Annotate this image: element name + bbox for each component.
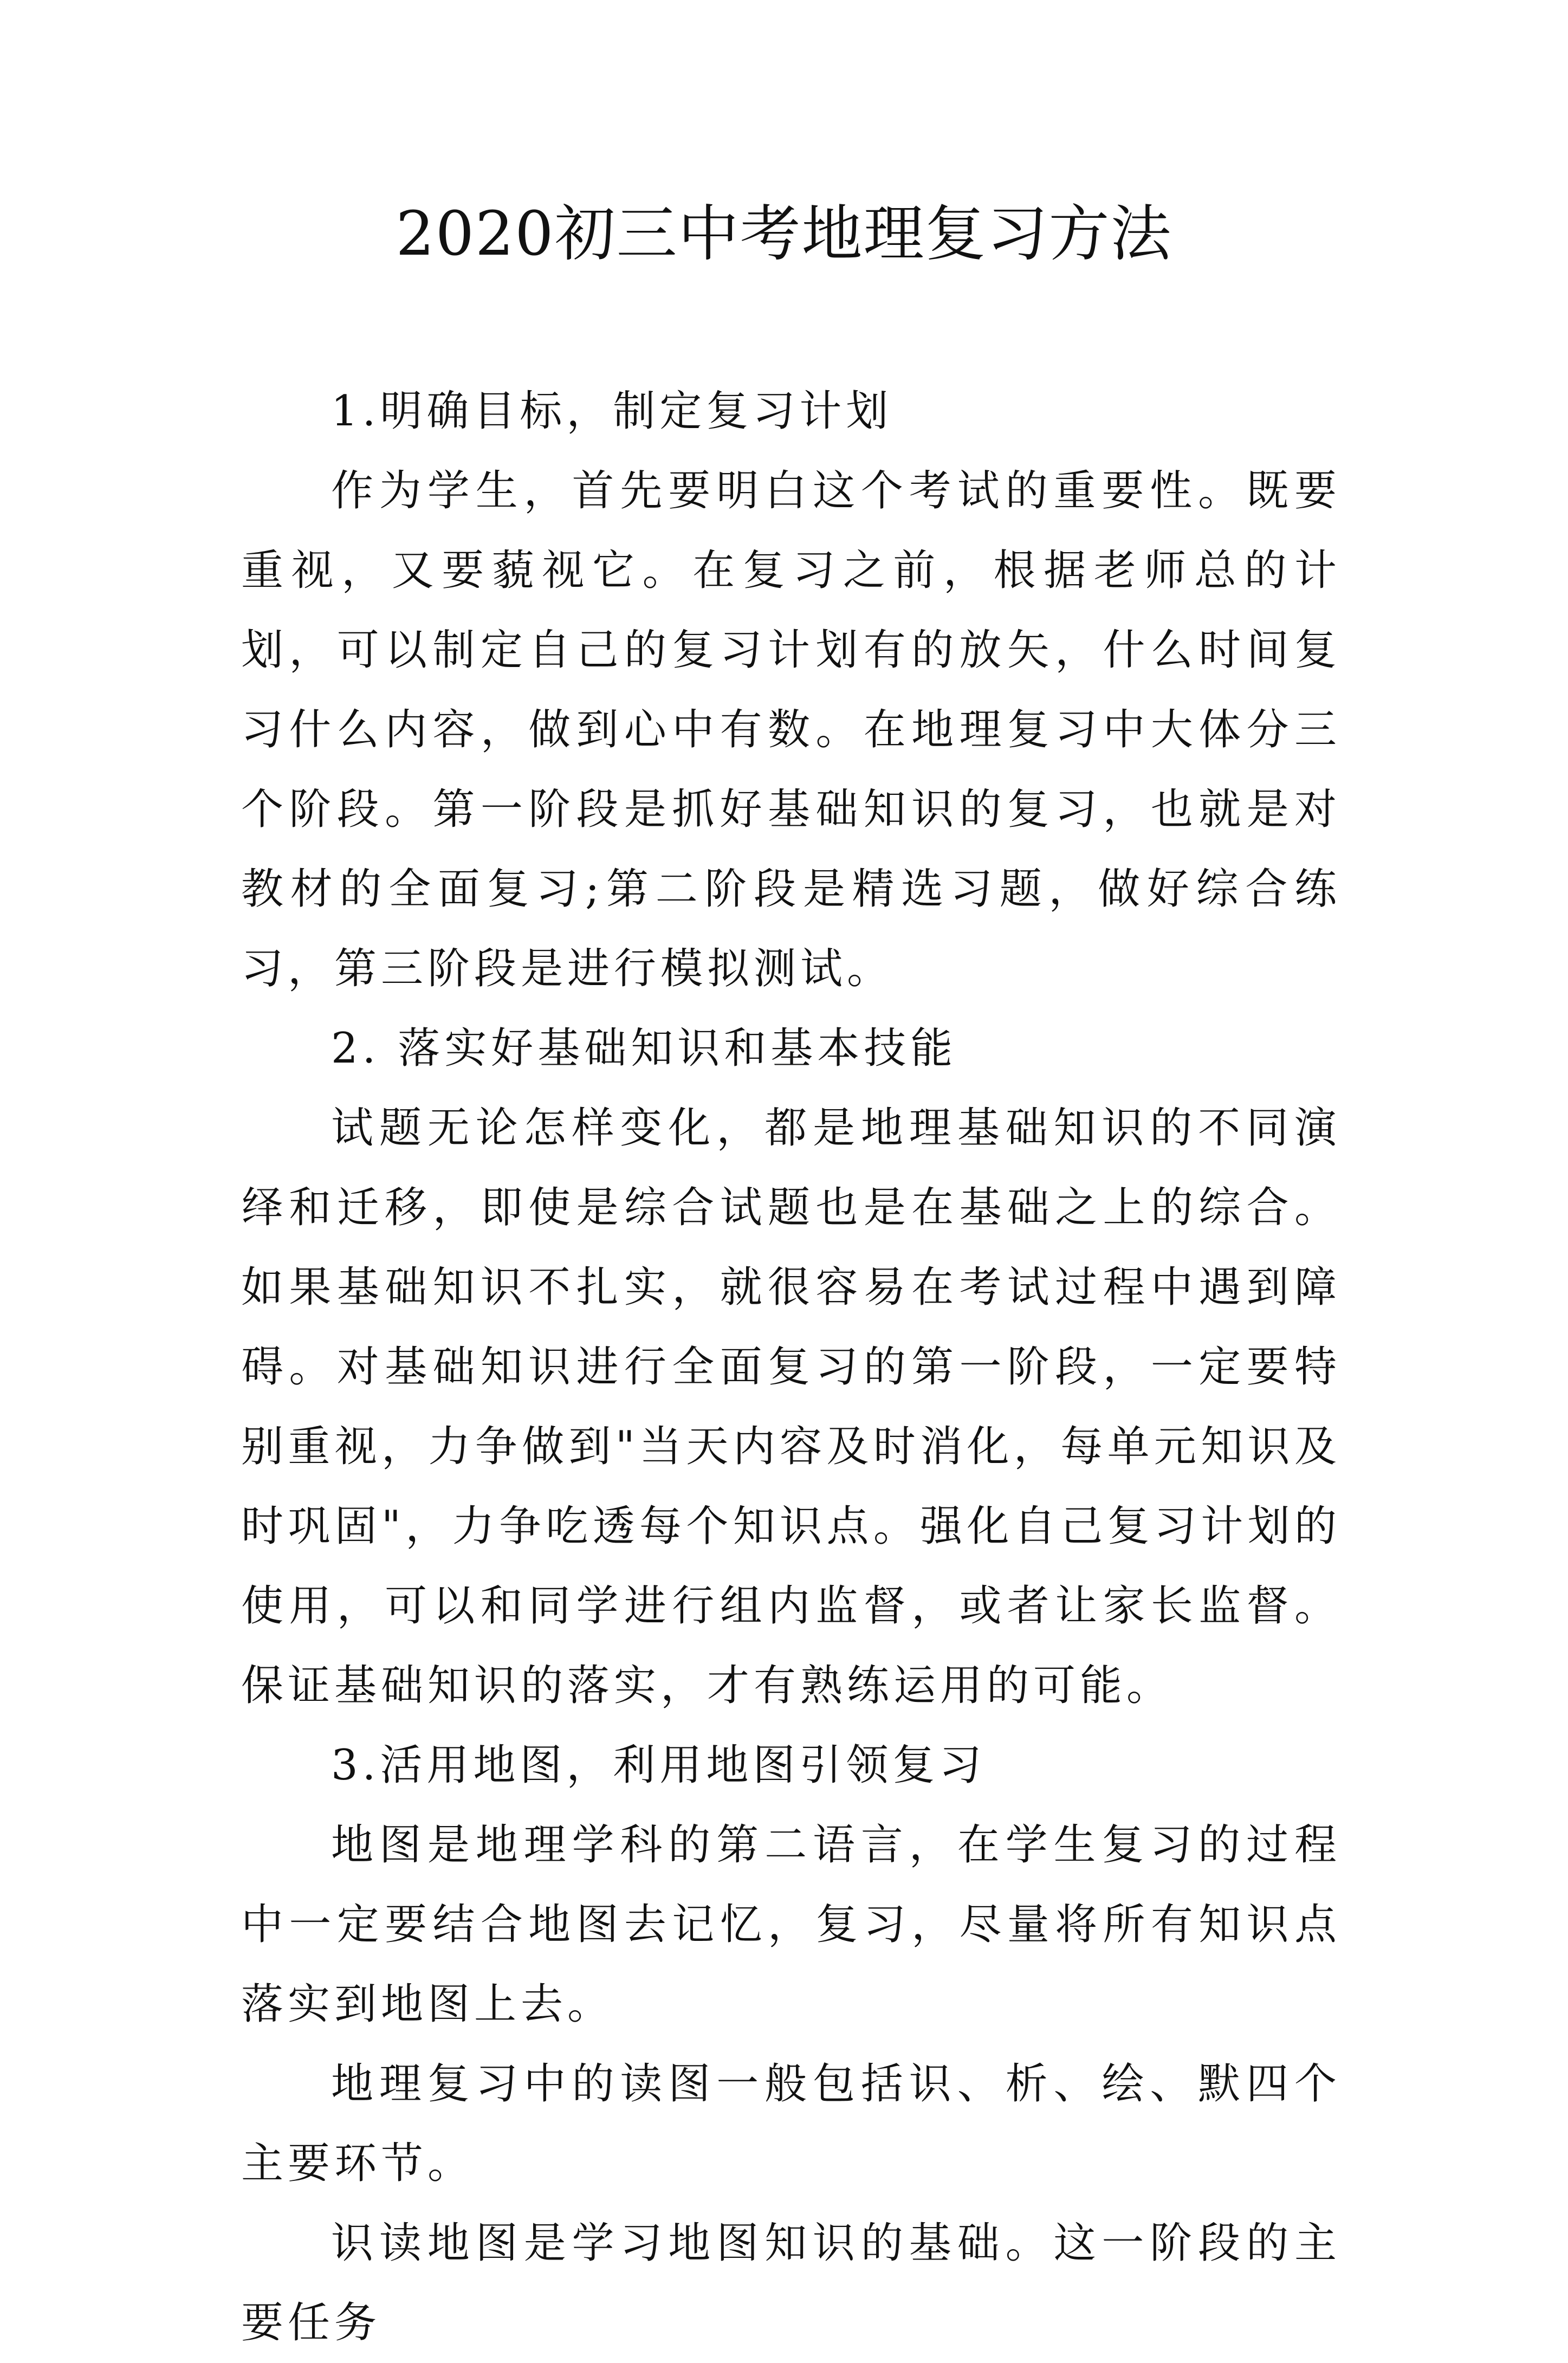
section-heading-3: 3.活用地图，利用地图引领复习 bbox=[331, 1741, 986, 1790]
document-body bbox=[241, 372, 1341, 2363]
paragraph-4: 地理复习中的读图一般包括识、析、绘、默四个主要环节。 bbox=[241, 2060, 1341, 2188]
document-title: 2020初三中考地理复习方法 bbox=[396, 199, 1172, 269]
paragraph-1: 作为学生，首先要明白这个考试的重要性。既要重视，又要藐视它。在复习之前，根据老师总的计划，可以制定自己的复习计划有的放矢，什么时间复习什么内容，做到心中有数。在地理复习中大体分三个阶段。第一阶段是抓好基础知识的复习，也就是对教材的全面复习;第二阶段是精选习题，做好综合练习，第三阶段是进行模拟测试。 bbox=[241, 467, 1341, 993]
section-heading-1: 1.明确目标，制定复习计划 bbox=[331, 387, 893, 436]
section-heading-2: 2. 落实好基础知识和基本技能 bbox=[331, 1024, 957, 1073]
paragraph-3: 地图是地理学科的第二语言，在学生复习的过程中一定要结合地图去记忆，复习，尽量将所有知识点落实到地图上去。 bbox=[241, 1821, 1341, 2029]
paragraph-5: 识读地图是学习地图知识的基础。这一阶段的主要任务 bbox=[241, 2219, 1341, 2347]
paragraph-2: 试题无论怎样变化，都是地理基础知识的不同演绎和迁移，即使是综合试题也是在基础之上的综合。如果基础知识不扎实，就很容易在考试过程中遇到障碍。对基础知识进行全面复习的第一阶段，一定要特别重视，力争做到"当天内容及时消化，每单元知识及时巩固"，力争吃透每个知识点。强化自己复习计划的使用，可以和同学进行组内监督，或者让家长监督。保证基础知识的落实，才有熟练运用的可能。 bbox=[241, 1104, 1341, 1710]
